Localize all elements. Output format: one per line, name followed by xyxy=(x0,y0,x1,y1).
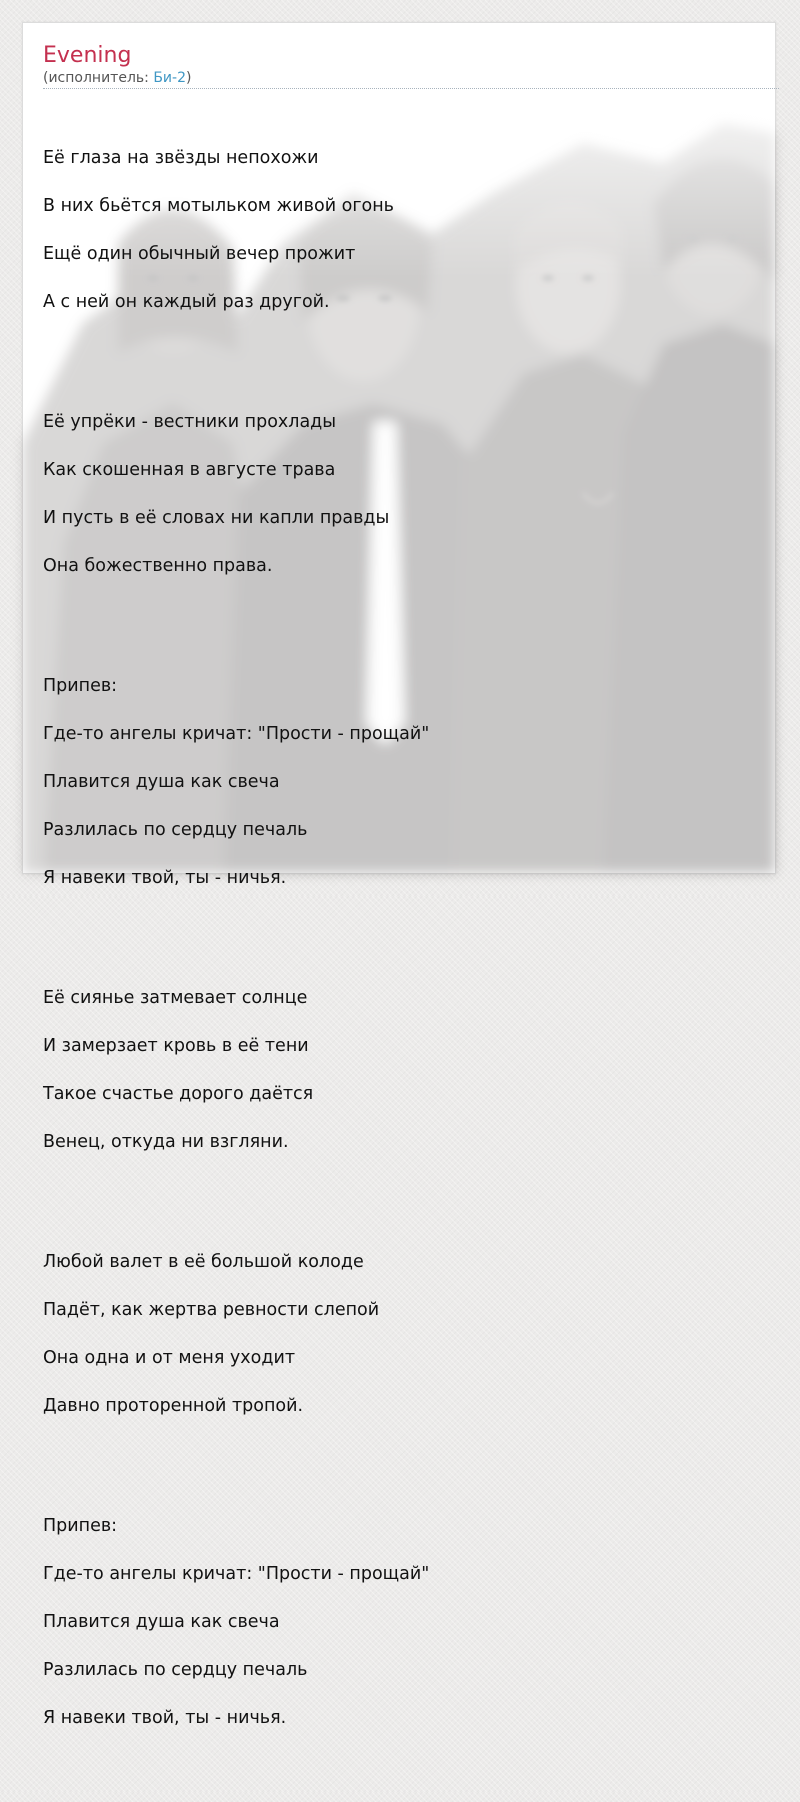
stanza-4 xyxy=(43,1226,775,1442)
performer-prefix: (исполнитель: xyxy=(43,70,154,86)
lyric-line: Ещё один обычный вечер прожит xyxy=(43,244,356,264)
lyric-line: Падёт, как жертва ревности слепой xyxy=(43,1300,380,1320)
lyric-line: Плавится душа как свеча xyxy=(43,772,280,792)
lyrics-content xyxy=(23,23,775,1802)
performer-line xyxy=(43,69,775,87)
lyric-line: Любой валет в её большой колоде xyxy=(43,1252,364,1272)
lyrics-card xyxy=(22,22,776,1728)
lyric-line: Её упрёки - вестники прохлады xyxy=(43,412,337,432)
chorus-label: Припев: xyxy=(43,1516,118,1536)
stanza-chorus-2 xyxy=(43,1490,775,1754)
stanza-2 xyxy=(43,386,775,602)
stanza-chorus-1 xyxy=(43,650,775,914)
lyric-line: И замерзает кровь в её тени xyxy=(43,1036,309,1056)
lyric-line: Разлилась по сердцу печаль xyxy=(43,1660,308,1680)
lyric-line: Её сиянье затмевает солнце xyxy=(43,988,308,1008)
stanza-1 xyxy=(43,122,775,338)
title-divider xyxy=(43,88,779,89)
lyric-line: Её глаза на звёзды непохожи xyxy=(43,148,319,168)
lyrics-text xyxy=(43,98,775,1802)
lyric-line: Такое счастье дорого даётся xyxy=(43,1084,314,1104)
lyric-line: Давно проторенной тропой. xyxy=(43,1396,304,1416)
lyric-line: Я навеки твой, ты - ничья. xyxy=(43,1708,287,1728)
lyric-line: Она божественно права. xyxy=(43,556,273,576)
lyric-line: Как скошенная в августе трава xyxy=(43,460,336,480)
lyric-line: Венец, откуда ни взгляни. xyxy=(43,1132,289,1152)
performer-suffix: ) xyxy=(185,70,192,86)
lyric-line: Разлилась по сердцу печаль xyxy=(43,820,308,840)
stanza-3 xyxy=(43,962,775,1178)
song-title: Evening xyxy=(43,43,132,68)
lyric-line: Где-то ангелы кричат: "Прости - прощай" xyxy=(43,1564,430,1584)
lyric-line: Плавится душа как свеча xyxy=(43,1612,280,1632)
lyric-line: В них бьётся мотыльком живой огонь xyxy=(43,196,394,216)
lyric-line: Она одна и от меня уходит xyxy=(43,1348,296,1368)
lyric-line: Я навеки твой, ты - ничья. xyxy=(43,868,287,888)
artist-link[interactable]: Би-2 xyxy=(153,70,186,86)
chorus-label: Припев: xyxy=(43,676,118,696)
lyric-line: И пусть в её словах ни капли правды xyxy=(43,508,390,528)
lyric-line: А с ней он каждый раз другой. xyxy=(43,292,330,312)
lyric-line: Где-то ангелы кричат: "Прости - прощай" xyxy=(43,724,430,744)
